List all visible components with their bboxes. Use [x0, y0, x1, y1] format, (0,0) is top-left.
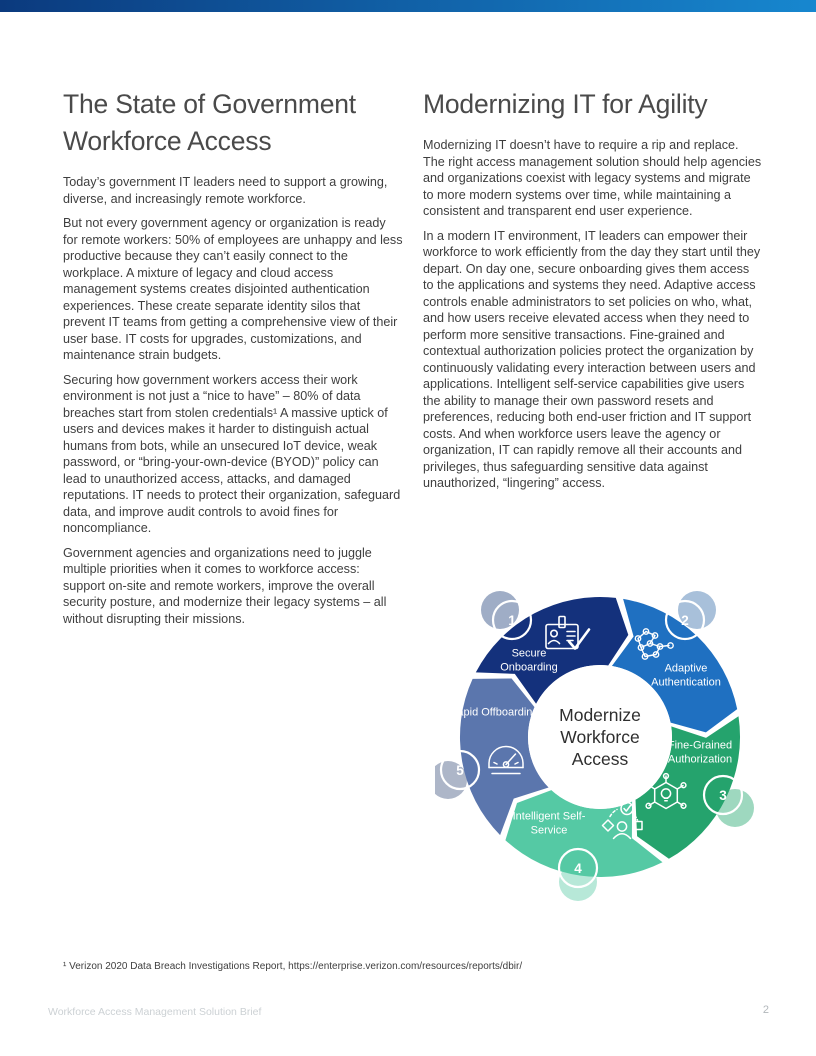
footnote: ¹ Verizon 2020 Data Breach Investigations Report, https://enterprise.verizon.com/resources/reports/dbir/: [63, 961, 523, 972]
paragraph: But not every government agency or organization is ready for remote workers: 50% of employees are unhappy and less productive because they can’t easily connect to the workplace. A mixture of legacy and cloud access management systems creates disjointed authentication experiences. These create separate identity silos that prevent IT teams from getting a comprehensive view of their user base. IT costs for upgrades, customizations, and maintenance strain budgets.: [63, 216, 403, 362]
left-column: [63, 86, 403, 635]
page-title-right: Modernizing IT for Agility: [423, 89, 708, 119]
segment-label-adaptive-authentication: Adaptive Authentication: [651, 662, 721, 688]
footer-document-title: Workforce Access Management Solution Brief: [48, 1006, 262, 1018]
hexagon-network-icon: [643, 773, 689, 824]
segment-label-secure-onboarding: Secure Onboarding: [500, 647, 558, 673]
segment-number: 4: [574, 860, 582, 876]
paragraph: Government agencies and organizations need to juggle multiple priorities when it comes to workforce access: support on-site and remote workers, improve the overall security posture, and modernize their legacy systems – all without disrupting their missions.: [63, 545, 387, 626]
user-shapes-icon: [596, 800, 644, 851]
paragraph: Securing how government workers access their work environment is not just a “nice to have” – 80% of data breaches start from stolen credentials¹ A massive uptick of users and devices makes it harder to distinguish actual humans from bots, while an unsecured IoT device, weak password, or “bring-your-own-device (BYOD)” policy can lead to unauthorized access, attacks, and damaged reputations. IT needs to protect their organization, safeguard data, and improve audit controls to avoid fines for noncompliance.: [63, 372, 401, 535]
footer-page-number: 2: [762, 1004, 769, 1016]
id-badge-check-icon: [543, 614, 593, 661]
right-column: [423, 86, 763, 500]
segment-label-rapid-offboarding: Rapid Offboarding: [449, 706, 539, 719]
segment-label-intelligent-self-service: Intelligent Self-Service: [512, 810, 586, 836]
segment-number: 2: [681, 612, 689, 628]
page-title-left: The State of Government Workforce Access: [63, 89, 356, 156]
segment-label-fine-grained-authorization: Fine-Grained Authorization: [667, 739, 733, 765]
paragraph: Today’s government IT leaders need to support a growing, diverse, and increasingly remote workforce.: [63, 175, 388, 206]
top-accent-bar: [0, 0, 816, 12]
segment-number: 1: [508, 612, 516, 628]
wheel-center-label: Modernize Workforce Access: [559, 705, 641, 769]
network-nodes-icon: [629, 625, 675, 672]
segment-number: 3: [719, 787, 727, 803]
workforce-lifecycle-wheel-diagram: [435, 576, 765, 910]
paragraph: Modernizing IT doesn’t have to require a rip and replace. The right access management solution should help agencies and organizations coexist with legacy systems and migrate to more modern systems over time, while maintaining a consistent and transparent end user experience.: [423, 138, 762, 218]
paragraph: In a modern IT environment, IT leaders can empower their workforce to work efficiently from the day they start until they depart. On day one, secure onboarding gives them access to the applications and systems they need. Adaptive access controls enable administrators to set policies on who, what, and how users receive elevated access when they need to perform more sensitive transactions. Fine-grained and contextual authorization policies protect the organization by continuously validating every interaction between users and applications. Intelligent self-service capabilities give users the ability to manage their own password resets and preferences, reducing both end-user friction and IT support costs. And when workforce users leave the agency or organization, IT can rapidly remove all their accounts and privileges, thus safeguarding sensitive data against unauthorized, “lingering” access.: [423, 228, 761, 490]
segment-number: 5: [456, 762, 464, 778]
speedometer-icon: [482, 739, 530, 782]
